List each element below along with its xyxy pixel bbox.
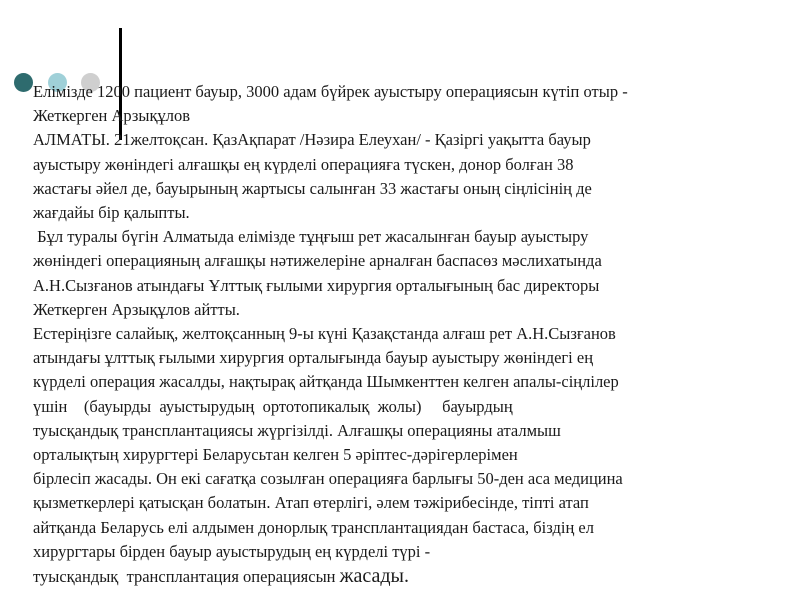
article-line: Елімізде 1200 пациент бауыр, 3000 адам бүйрек ауыстыру операциясын күтіп отыр -: [33, 82, 628, 101]
article-line: Жеткерген Арзықұлов айтты.: [33, 299, 240, 319]
article-line: ауыстыру жөніндегі алғашқы ең күрделі операцияға түскен, донор болған 38: [33, 154, 574, 174]
article-line: Естеріңізге салайық, желтоқсанның 9-ы күні Қазақстанда алғаш рет А.Н.Сызғанов: [33, 324, 616, 344]
decorative-dot-dark: [14, 73, 33, 92]
article-last-line-word: жасады.: [339, 565, 409, 588]
article-line: бірлесіп жасады. Он екі сағатқа созылған операцияға барлығы 50-ден аса медицина: [33, 469, 623, 489]
article-line: АЛМАТЫ. 21желтоқсан. ҚазАқпарат /Нәзира Елеухан/ - Қазіргі уақытта бауыр: [33, 130, 591, 150]
article-line: орталықтың хирургтері Беларусьтан келген 5 әріптес-дәрігерлерімен: [33, 445, 518, 465]
article-line: қызметкерлері қатысқан болатын. Атап өтерлігі, әлем тәжірибесінде, тіпті атап: [33, 493, 589, 513]
article-line: үшін (бауырды ауыстырудың ортотопикалық жолы) бауырдың: [33, 396, 513, 416]
article-last-line-prefix: туысқандық трансплантация операциясын: [33, 567, 340, 587]
article-line: Бұл туралы бүгін Алматыда елімізде тұңғыш рет жасалынған бауыр ауыстыру: [33, 227, 589, 247]
article-line: айтқанда Беларусь елі алдымен донорлық трансплантациядан бастаса, біздің ел: [33, 517, 594, 537]
article-line: жағдайы бір қалыпты.: [33, 203, 190, 223]
article-line: хирургтары бірден бауыр ауыстырудың ең күрделі түрі -: [33, 541, 431, 561]
article-last-line: [33, 564, 793, 589]
article-line: туысқандық трансплантациясы жүргізілді. Алғашқы операцияны аталмыш: [33, 420, 561, 440]
article-line: жастағы әйел де, бауырының жартысы салынған 33 жастағы оның сіңлісінің де: [33, 178, 592, 198]
article-text: [33, 80, 793, 589]
article-line: атындағы ұлттық ғылыми хирургия орталығында бауыр ауыстыру жөніндегі ең: [33, 348, 594, 368]
article-line: Жеткерген Арзықұлов: [33, 106, 190, 126]
article-line: жөніндегі операцияның алғашқы нәтижелеріне арналған баспасөз мәслихатында: [33, 251, 602, 271]
article-line: күрделі операция жасалды, нақтырақ айтқанда Шымкенттен келген апалы-сіңлілер: [33, 372, 619, 392]
article-line: А.Н.Сызғанов атындағы Ұлттық ғылыми хирургия орталығының бас директоры: [33, 275, 600, 295]
